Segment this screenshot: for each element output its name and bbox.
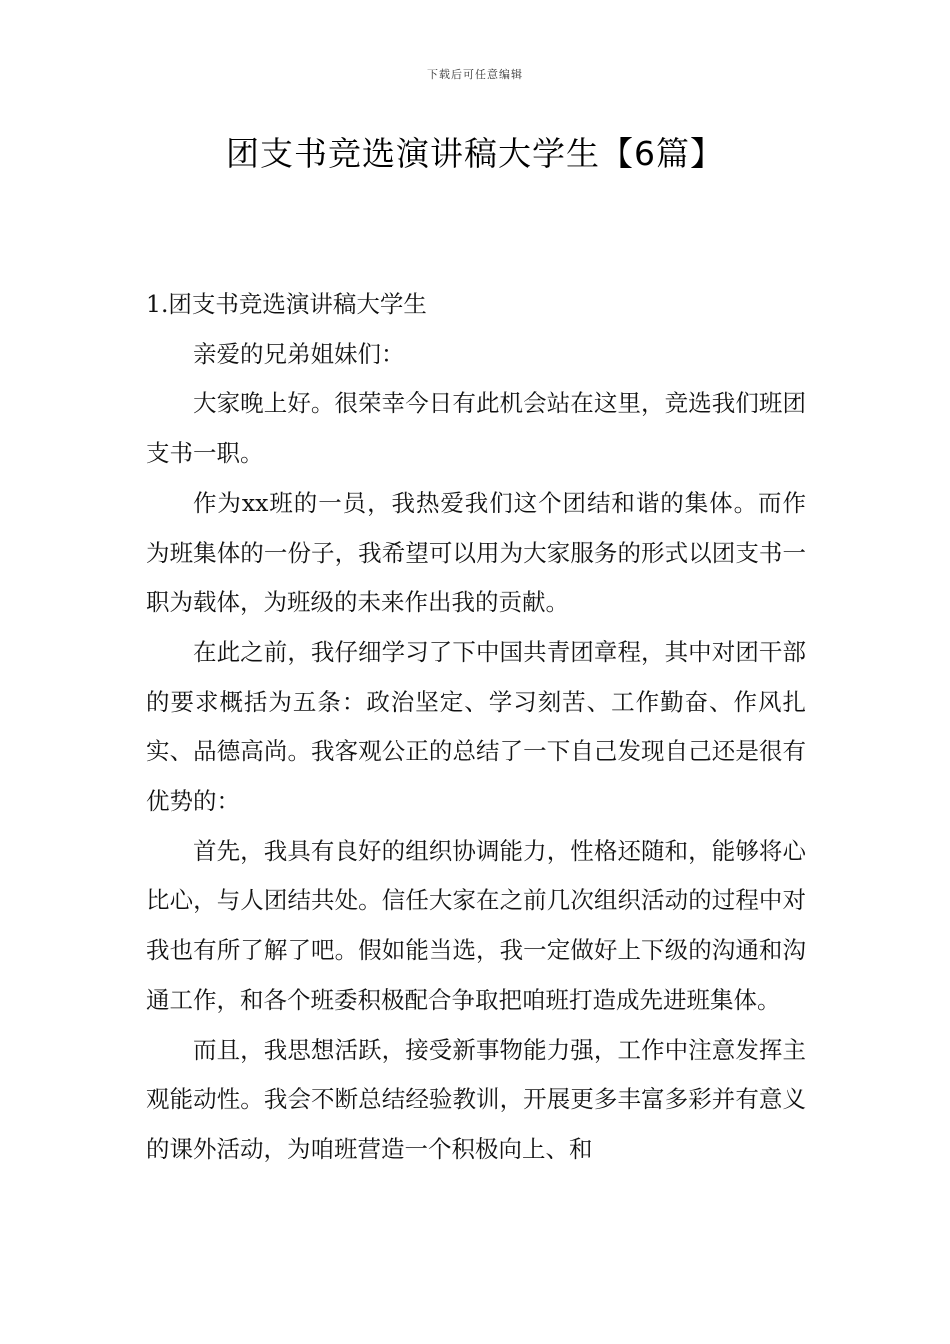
document-body [146, 280, 806, 1175]
paragraph: 大家晚上好。很荣幸今日有此机会站在这里，竞选我们班团支书一职。 [146, 389, 806, 468]
section-heading: 1.团支书竞选演讲稿大学生 [146, 290, 427, 318]
paragraph-greeting: 亲爱的兄弟姐妹们： [193, 339, 405, 368]
paragraph: 而且，我思想活跃，接受新事物能力强，工作中注意发挥主观能动性。我会不断总结经验教训，开展更多丰富多彩并有意义的课外活动，为咱班营造一个积极向上、和 [146, 1035, 806, 1163]
header-note: 下载后可任意编辑 [427, 68, 523, 81]
paragraph: 首先，我具有良好的组织协调能力，性格还随和，能够将心比心，与人团结共处。信任大家在之前几次组织活动的过程中对我也有所了解了吧。假如能当选，我一定做好上下级的沟通和沟通工作，和各个班委积极配合争取把咱班打造成先进班集体。 [146, 836, 806, 1014]
paragraph: 在此之前，我仔细学习了下中国共青团章程，其中对团干部的要求概括为五条：政治坚定、学习刻苦、工作勤奋、作风扎实、品德高尚。我客观公正的总结了一下自己发现自己还是很有优势的： [146, 637, 806, 816]
document-title: 团支书竞选演讲稿大学生【6篇】 [226, 134, 724, 173]
paragraph: 作为xx班的一员，我热爱我们这个团结和谐的集体。而作为班集体的一份子，我希望可以用为大家服务的形式以团支书一职为载体，为班级的未来作出我的贡献。 [146, 488, 806, 617]
